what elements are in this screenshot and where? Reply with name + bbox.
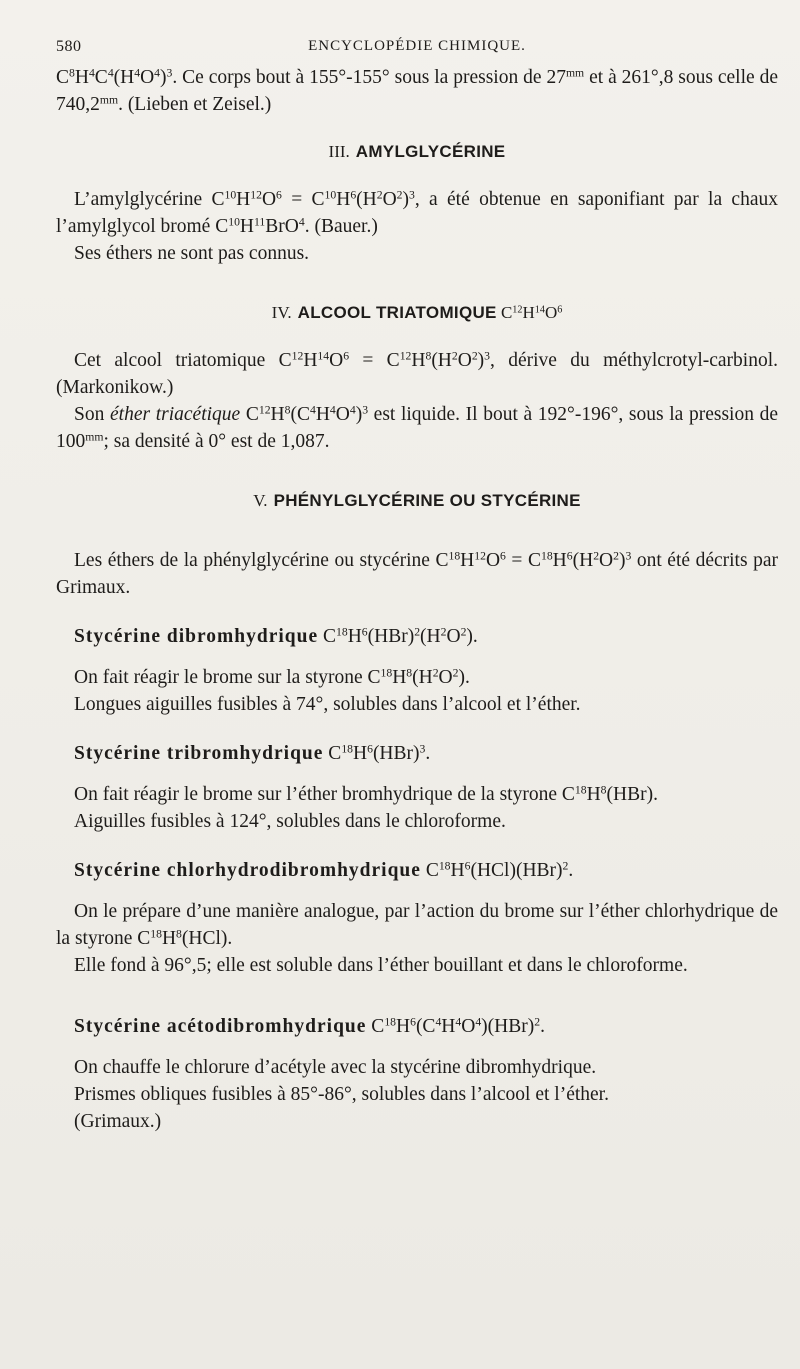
subheading-tribromhydrique: Stycérine tribromhydrique $C^{18}H^6(HBr)^3$.: [74, 742, 431, 764]
paragraph-chloro-properties: Elle fond à 96°,5; elle est soluble dans l’éther bouillant et dans le chloroforme.: [74, 955, 688, 976]
section-heading-amylglycerine: III. AMYLGLYCÉRINE: [328, 142, 506, 161]
running-head: [56, 38, 778, 64]
paragraph-lieben: $C^8H^4C^4(H^4O^4)^3$. Ce corps bout à 155°-155° sous la pression de $27^{mm}$ et à 261°,8 sous celle de $740,2^{mm}$. (Lieben et Zeisel.): [56, 66, 778, 115]
paragraph-chloro-preparation: On le prépare d’une manière analogue, par l’action du brome sur l’éther chlorhydrique de la styrone $C^{18}H^8(HCl)$.: [56, 901, 778, 949]
section-heading-phenylglycerine: V. PHÉNYLGLYCÉRINE OU STYCÉRINE: [253, 491, 581, 510]
paragraph-dibrom-preparation: On fait réagir le brome sur la styrone $C^{18}H^8(H^2O^2)$.: [74, 666, 470, 688]
page-content: [56, 38, 778, 1135]
paragraph-phenylglycerine: Les éthers de la phénylglycérine ou stycérine $C^{18}H^{12}O^6 = C^{18}H^6(H^2O^2)^3$ ont été décrits par Grimaux.: [56, 549, 778, 598]
section-heading-alcool-triatomique: IV. ALCOOL TRIATOMIQUE $C^{12}H^{14}O^6$: [271, 303, 563, 322]
paragraph-tribrom-properties: Aiguilles fusibles à 124°, solubles dans le chloroforme.: [74, 811, 506, 832]
paragraph-ether-triacetique: Son éther triacétique $C^{12}H^8(C^4H^4O^4)^3$ est liquide. Il bout à 192°-196°, sous la pression de $100^{mm}$; sa densité à 0° est de 1,087.: [56, 403, 778, 452]
paragraph-dibrom-properties: Longues aiguilles fusibles à 74°, solubles dans l’alcool et l’éther.: [74, 694, 581, 715]
paragraph-amyl-ethers: Ses éthers ne sont pas connus.: [74, 243, 310, 264]
subheading-chlorhydrodibromhydrique: Stycérine chlorhydrodibromhydrique $C^{18}H^6(HCl)(HBr)^2$.: [74, 859, 574, 881]
paragraph-alcool-triatomique: Cet alcool triatomique $C^{12}H^{14}O^6 = C^{12}H^8(H^2O^2)^3$, dérive du méthylcrotyl-carbinol. (Markonikow.): [56, 349, 778, 398]
paragraph-aceto-citation: (Grimaux.): [74, 1111, 162, 1132]
paragraph-amylglycerine: L’amylglycérine $C^{10}H^{12}O^6 = C^{10}H^6(H^2O^2)^3$, a été obtenue en saponifiant par la chaux l’amylglycol bromé $C^{10}H^{11}BrO^4$. (Bauer.): [56, 188, 778, 237]
running-title: ENCYCLOPÉDIE CHIMIQUE.: [308, 38, 526, 54]
subheading-acetodibromhydrique: Stycérine acétodibromhydrique $C^{18}H^6(C^4H^4O^4)(HBr)^2$.: [74, 1015, 545, 1037]
page-number: 580: [56, 38, 82, 55]
paragraph-aceto-properties: Prismes obliques fusibles à 85°-86°, solubles dans l’alcool et l’éther.: [74, 1084, 609, 1105]
paragraph-aceto-preparation: On chauffe le chlorure d’acétyle avec la stycérine dibromhydrique.: [74, 1057, 597, 1078]
paragraph-tribrom-preparation: On fait réagir le brome sur l’éther bromhydrique de la styrone $C^{18}H^8(HBr)$.: [74, 783, 658, 805]
subheading-dibromhydrique: Stycérine dibromhydrique $C^{18}H^6(HBr)^2(H^2O^2)$.: [74, 625, 478, 647]
